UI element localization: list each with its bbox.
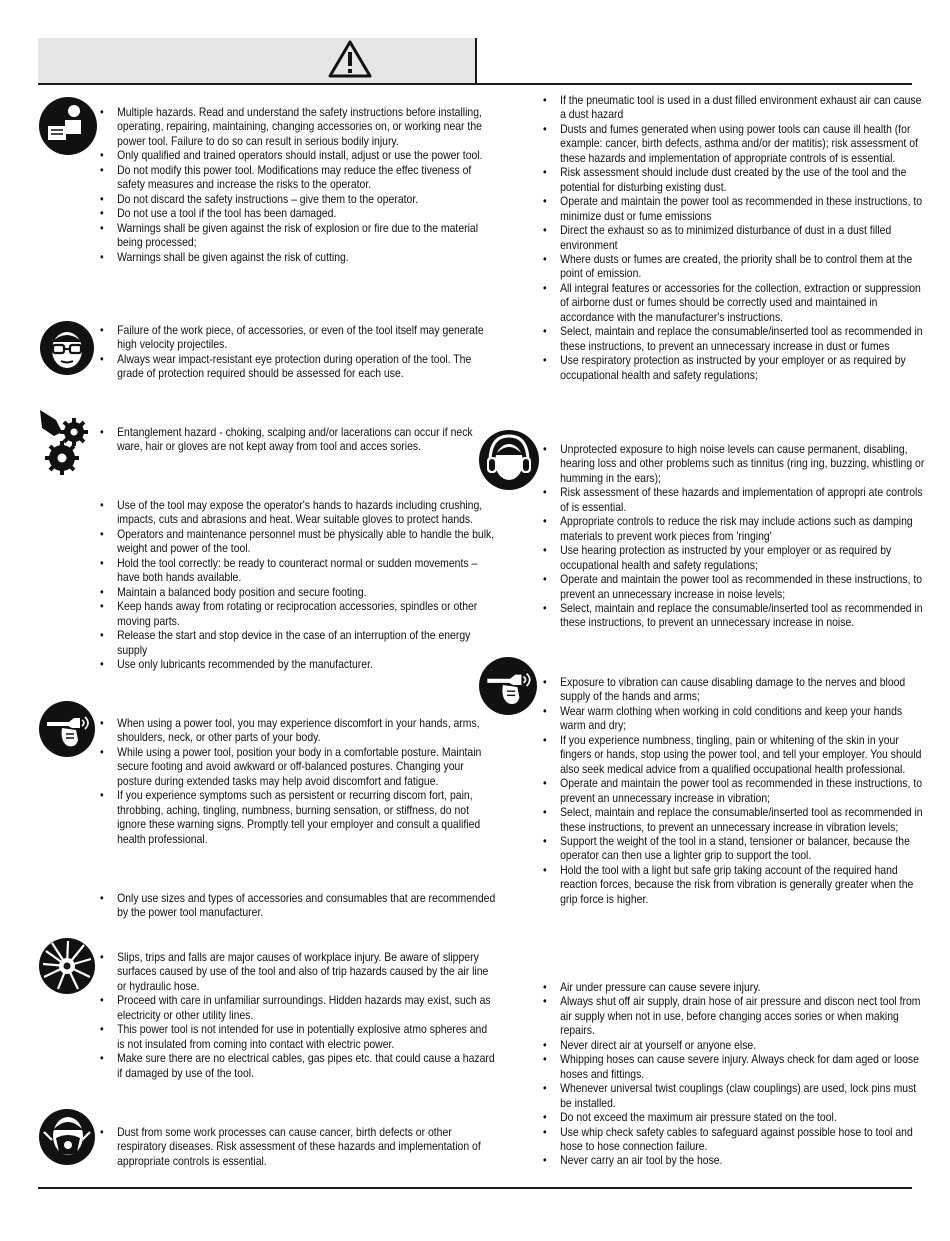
list-item: • Operators and maintenance personnel must be physically able to handle the bulk, weight and power of the tool. [100, 528, 497, 557]
list-item: • Hold the tool with a light but safe grip taking account of the required hand reaction forces, because the risk from vibration is generally greater when the grip force is higher. [543, 864, 930, 907]
list-item: • If you experience symptoms such as persistent or recurring discom fort, pain, throbbing, aching, tingling, numbness, burning sensation, or stiffness, do not ignore these warning signs. Promptly tell your employer and consult a qualified health professional. [100, 789, 497, 847]
list-item: • Only qualified and trained operators should install, adjust or use the power tool. [100, 149, 497, 163]
list-item: • Maintain a balanced body position and secure footing. [100, 586, 497, 600]
respirator-mask-icon [38, 1108, 96, 1166]
list-item: • Use respiratory protection as instructed by your employer or as required by occupational health and safety regulations; [543, 354, 930, 383]
list-item: • Dust from some work processes can cause cancer, birth defects or other respiratory diseases. Risk assessment of these hazards and implementation of appropriate controls is essential. [100, 1126, 497, 1169]
list-item: • Never direct air at yourself or anyone else. [543, 1039, 930, 1053]
list-item: • Appropriate controls to reduce the risk may include actions such as damping materials to prevent work pieces from 'ringing' [543, 515, 930, 544]
list-item: • Unprotected exposure to high noise levels can cause permanent, disabling, hearing loss and other problems such as tinnitus (ring ing, buzzing, whistling or humming in the ears); [543, 443, 930, 486]
section-ergonomics [100, 717, 480, 847]
list-item: • All integral features or accessories for the collection, extraction or suppression of airborne dust or fumes should be correctly used and maintained in accordance with the manufacturer's instructions. [543, 282, 930, 325]
read-manual-icon [38, 96, 98, 156]
list-item: • Risk assessment should include dust created by the use of the tool and the potential for disturbing existing dust. [543, 166, 930, 195]
list-item: • Dusts and fumes generated when using power tools can cause ill health (for example: cancer, birth defects, asthma and/or der matitis); risk assessment of these hazards and implementation of appropriate controls of is essential. [543, 123, 930, 166]
list-item: • Always shut off air supply, drain hose of air pressure and discon nect tool from air supply when not in use, before changing acces sories or when making repairs. [543, 995, 930, 1038]
list-item: • Multiple hazards. Read and understand the safety instructions before installing, operating, repairing, maintaining, changing accessories on, or working near the power tool. Failure to do so can result in serious bodily injury. [100, 106, 497, 149]
hand-vibration-icon [38, 700, 96, 758]
footer-rule [38, 1187, 912, 1189]
list-item: • Always wear impact-resistant eye protection during operation of the tool. The grade of protection required should be assessed for each use. [100, 353, 497, 382]
list-item: • Use whip check safety cables to safeguard against possible hose to tool and hose to hose connection failure. [543, 1126, 930, 1155]
warning-header-bar [38, 38, 475, 84]
list-item: • Use only lubricants recommended by the manufacturer. [100, 658, 497, 672]
section-vibration [543, 676, 923, 907]
list-item: • Risk assessment of these hazards and implementation of appropri ate controls of is essential. [543, 486, 930, 515]
list-item: • Release the start and stop device in the case of an interruption of the energy supply [100, 629, 497, 658]
list-item: • Use of the tool may expose the operator's hands to hazards including crushing, impacts, cuts and abrasions and heat. Wear suitable gloves to protect hands. [100, 499, 497, 528]
list-item: • Warnings shall be given against the risk of explosion or fire due to the material being processed; [100, 222, 497, 251]
section-dust-fumes [543, 94, 923, 383]
list-item: • This power tool is not intended for use in potentially explosive atmo spheres and is not insulated from coming into contact with electric power. [100, 1023, 497, 1052]
list-item: • Direct the exhaust so as to minimized disturbance of dust in a dust filled environment [543, 224, 930, 253]
list-item: • Operate and maintain the power tool as recommended in these instructions, to prevent an unnecessary increase in noise levels; [543, 573, 930, 602]
list-item: • Select, maintain and replace the consumable/inserted tool as recommended in these instructions, to prevent an unnecessary increase in dust or fumes [543, 325, 930, 354]
section-general-hazards [100, 106, 483, 265]
list-item: • Wear warm clothing when working in cold conditions and keep your hands warm and dry; [543, 705, 930, 734]
list-item: • Operate and maintain the power tool as recommended in these instructions, to minimize dust or fume emissions [543, 195, 930, 224]
list-item: • Keep hands away from rotating or reciprocation accessories, spindles or other moving parts. [100, 600, 497, 629]
list-item: • Operate and maintain the power tool as recommended in these instructions, to prevent an unnecessary increase in vibration; [543, 777, 930, 806]
hand-vibration-icon [478, 656, 538, 716]
list-item: • Air under pressure can cause severe injury. [543, 981, 930, 995]
list-item: • Failure of the work piece, of accessories, or even of the tool itself may generate high velocity projectiles. [100, 324, 497, 353]
section-accessories [100, 892, 496, 921]
list-item: • Slips, trips and falls are major causes of workplace injury. Be aware of slippery surfaces caused by use of the tool and also of trip hazards caused by the air line or hydraulic hose. [100, 951, 497, 994]
list-item: • Do not exceed the maximum air pressure stated on the tool. [543, 1111, 930, 1125]
list-item: • Do not use a tool if the tool has been damaged. [100, 207, 497, 221]
header-rule [38, 83, 912, 85]
list-item: • Proceed with care in unfamiliar surroundings. Hidden hazards may exist, such as electricity or other utility lines. [100, 994, 497, 1023]
header-divider [475, 38, 477, 84]
section-dust-cancer [100, 1126, 480, 1169]
list-item: • Select, maintain and replace the consumable/inserted tool as recommended in these instructions, to prevent an unnecessary increase in noise. [543, 602, 930, 631]
list-item: • Entanglement hazard - choking, scalping and/or lacerations can occur if neck ware, hair or gloves are not kept away from tool and acces sories. [100, 426, 497, 455]
warning-triangle-icon [327, 39, 373, 79]
entanglement-hazard-icon [38, 406, 90, 478]
list-item: • Warnings shall be given against the risk of cutting. [100, 251, 497, 265]
list-item: • Whenever universal twist couplings (claw couplings) are used, lock pins must be installed. [543, 1082, 930, 1111]
list-item: • Use hearing protection as instructed by your employer or as required by occupational health and safety regulations; [543, 544, 930, 573]
list-item: • Do not modify this power tool. Modifications may reduce the effec tiveness of safety measures and increase the risks to the operator. [100, 164, 497, 193]
list-item: • Never carry an air tool by the hose. [543, 1154, 930, 1168]
list-item: • When using a power tool, you may experience discomfort in your hands, arms, shoulders, neck, or other parts of your body. [100, 717, 497, 746]
list-item: • Support the weight of the tool in a stand, tensioner or balancer, because the operator can then use a lighter grip to support the tool. [543, 835, 930, 864]
eye-protection-icon [39, 320, 95, 376]
list-item: • Only use sizes and types of accessories and consumables that are recommended by the power tool manufacturer. [100, 892, 497, 921]
hearing-protection-icon [478, 429, 540, 491]
list-item: • If the pneumatic tool is used in a dust filled environment exhaust air can cause a dust hazard [543, 94, 930, 123]
list-item: • Select, maintain and replace the consumable/inserted tool as recommended in these instructions, to prevent an unnecessary increase in vibration levels; [543, 806, 930, 835]
list-item: • Exposure to vibration can cause disabling damage to the nerves and blood supply of the hands and arms; [543, 676, 930, 705]
list-item: • While using a power tool, position your body in a comfortable posture. Maintain secure footing and avoid awkward or off-balanced postures. Changing your posture during extended tasks may help avoid discomfort and fatigue. [100, 746, 497, 789]
list-item: • Make sure there are no electrical cables, gas pipes etc. that could cause a hazard if damaged by use of the tool. [100, 1052, 497, 1081]
section-noise [543, 443, 925, 631]
section-entanglement [100, 426, 480, 455]
list-item: • Do not discard the safety instructions – give them to the operator. [100, 193, 497, 207]
section-slips-trips [100, 951, 495, 1081]
list-item: • If you experience numbness, tingling, pain or whitening of the skin in your fingers or hands, stop using the power tool, and tell your employer. You should also seek medical advice from a qualified occupational health professional. [543, 734, 930, 777]
list-item: • Where dusts or fumes are created, the priority shall be to control them at the point of emission. [543, 253, 930, 282]
section-projectiles [100, 324, 484, 382]
explosion-hazard-icon [38, 937, 96, 995]
list-item: • Whipping hoses can cause severe injury. Always check for dam aged or loose hoses and fittings. [543, 1053, 930, 1082]
section-air-pressure [543, 981, 921, 1169]
section-hand-hazards [100, 499, 495, 672]
list-item: • Hold the tool correctly: be ready to counteract normal or sudden movements – have both hands available. [100, 557, 497, 586]
